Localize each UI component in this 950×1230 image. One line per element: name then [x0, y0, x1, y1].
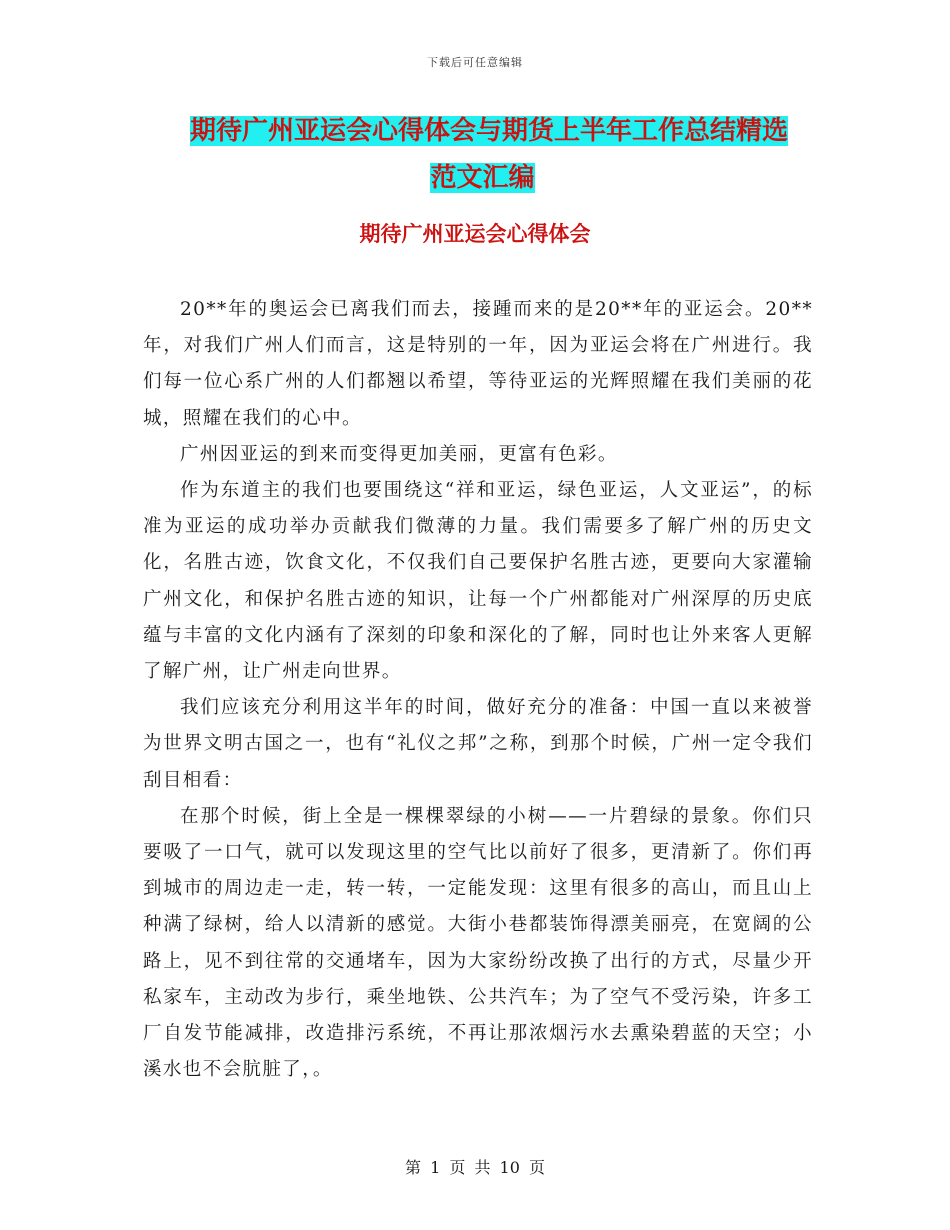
paragraph: 在那个时候，街上全是一棵棵翠绿的小树——一片碧绿的景象。你们只要吸了一口气，就可以发现这里的空气比以前好了很多，更清新了。你们再到城市的周边走一走，转一转，一定能发现：这里有很多的高山，而且山上种满了绿树，给人以清新的感觉。大街小巷都装饰得漂美丽亮，在宽阔的公路上，见不到往常的交通堵车，因为大家纷纷改换了出行的方式，尽量少开私家车，主动改为步行，乘坐地铁、公共汽车；为了空气不受污染，许多工厂自发节能减排，改造排污系统，不再让那浓烟污水去熏染碧蓝的天空；小溪水也不会肮脏了，。	[143, 805, 813, 1081]
title-line-1: 期待广州亚运会心得体会与期货上半年工作总结精选	[190, 116, 789, 146]
paragraph: 我们应该充分利用这半年的时间，做好充分的准备：中国一直以来被誉为世界文明古国之一，也有“礼仪之邦”之称，到那个时候，广州一定令我们刮目相看：	[143, 697, 813, 791]
paragraph: 20**年的奥运会已离我们而去，接踵而来的是20**年的亚运会。20**年，对我们广州人们而言，这是特别的一年，因为亚运会将在广州进行。我们每一位心系广州的人们都翘以希望，等待亚运的光辉照耀在我们美丽的花城，照耀在我们的心中。	[143, 299, 813, 429]
header-note: 下载后可任意编辑	[427, 56, 523, 69]
body-text	[143, 292, 813, 1088]
paragraph: 广州因亚运的到来而变得更加美丽，更富有色彩。	[180, 443, 618, 465]
page-footer: 第 1 页 共 10 页	[405, 1158, 545, 1177]
section-title: 期待广州亚运会心得体会	[359, 222, 591, 246]
paragraph: 作为东道主的我们也要围绕这“祥和亚运，绿色亚运，人文亚运”，的标准为亚运的成功举办贡献我们微薄的力量。我们需要多了解广州的历史文化，名胜古迹，饮食文化，不仅我们自己要保护名胜古迹，更要向大家灌输广州文化，和保护名胜古迹的知识，让每一个广州都能对广州深厚的历史底蕴与丰富的文化内涵有了深刻的印象和深化的了解，同时也让外来客人更解了解广州，让广州走向世界。	[143, 480, 813, 683]
title-line-2: 范文汇编	[430, 163, 535, 193]
document-title	[190, 108, 810, 202]
